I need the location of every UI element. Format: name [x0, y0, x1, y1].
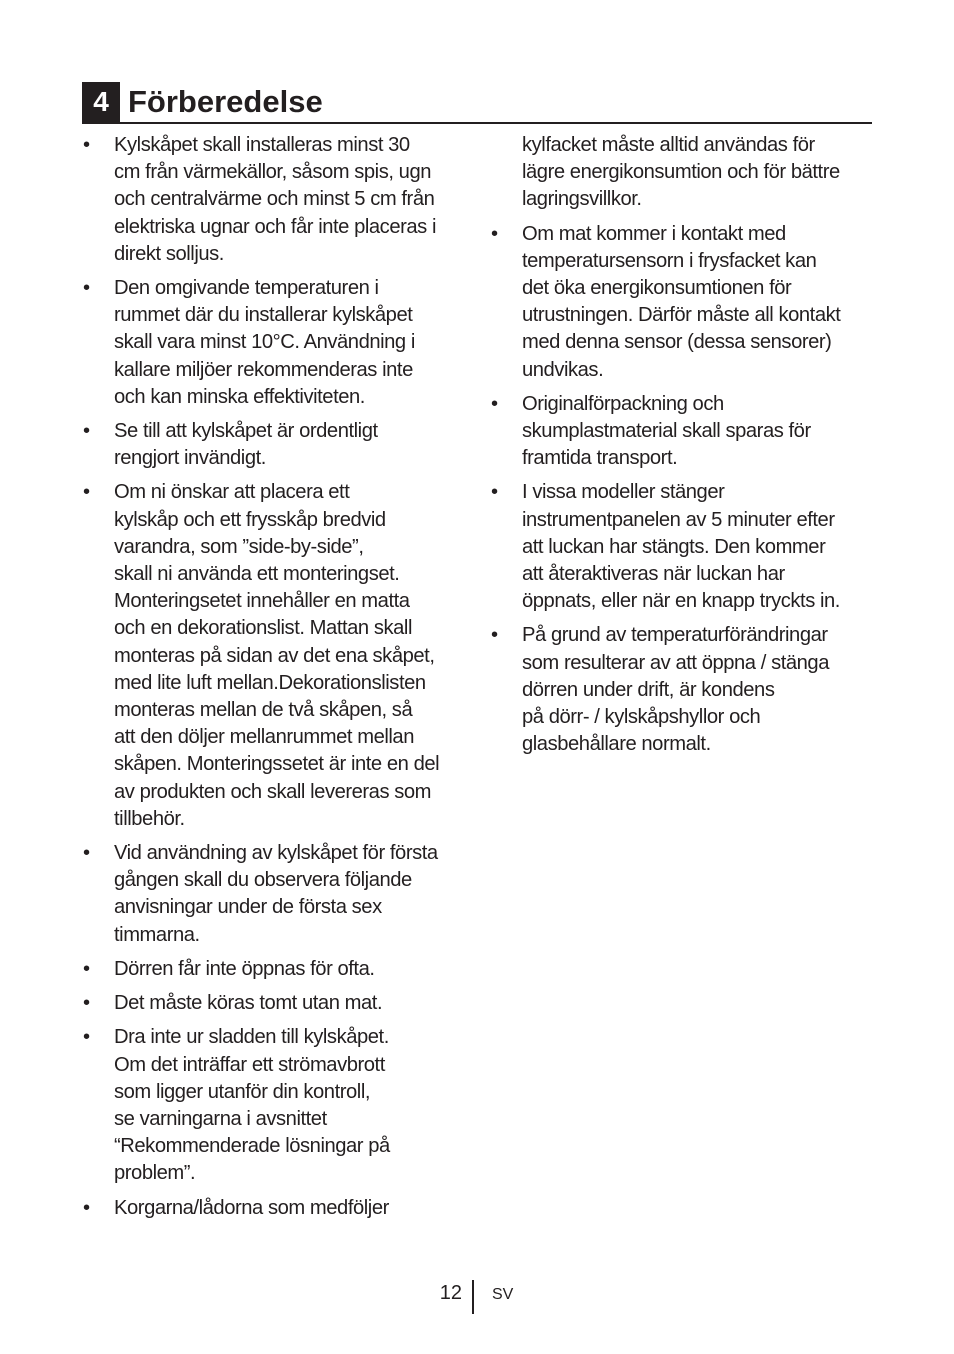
- text-line: Kylskåpet skall installeras minst 30: [114, 134, 410, 156]
- bullet-item: [82, 479, 472, 833]
- text-line: undvikas.: [522, 358, 604, 381]
- text-line: att återaktiveras när luckan har: [522, 563, 785, 586]
- text-line: “Rekommenderade lösningar på: [114, 1135, 390, 1158]
- bullet-item: [490, 391, 880, 473]
- text-line: med denna sensor (dessa sensorer): [522, 331, 832, 354]
- text-line: Dörren får inte öppnas för ofta.: [114, 957, 375, 980]
- bullet-item: [82, 418, 472, 472]
- text-line: kylfacket måste alltid användas för: [522, 134, 815, 156]
- text-line: rummet där du installerar kylskåpet: [114, 304, 413, 327]
- text-line: monteras på sidan av det ena skåpet,: [114, 644, 435, 667]
- text-line: Om mat kommer i kontakt med: [522, 222, 786, 245]
- text-line: som ligger utanför din kontroll,: [114, 1080, 371, 1103]
- bullet-marker: •: [83, 277, 90, 300]
- text-line: Om det inträffar ett strömavbrott: [114, 1053, 385, 1076]
- text-line: temperatursensorn i frysfacket kan: [522, 249, 817, 272]
- text-line: Dra inte ur sladden till kylskåpet.: [114, 1026, 389, 1049]
- text-line: Det måste köras tomt utan mat.: [114, 992, 383, 1015]
- text-line: skall ni använda ett monteringset.: [114, 563, 400, 586]
- text-line: Vid användning av kylskåpet för första: [114, 842, 438, 865]
- text-line: skall vara minst 10°C. Användning i: [114, 331, 415, 354]
- text-line: tillbehör.: [114, 807, 185, 830]
- text-line: monteras mellan de två skåpen, så: [114, 699, 413, 722]
- bullet-item: [82, 1195, 472, 1222]
- text-line: lagringsvillkor.: [522, 188, 642, 211]
- bullet-marker: •: [83, 134, 90, 156]
- bullet-marker: •: [83, 957, 90, 980]
- section-number: 4: [82, 82, 120, 122]
- text-line: timmarna.: [114, 923, 200, 946]
- text-line: det öka energikonsumtionen för: [522, 277, 792, 300]
- text-line: Korgarna/lådorna som medföljer: [114, 1196, 389, 1219]
- text-line: att luckan har stängts. Den kommer: [522, 535, 826, 558]
- text-line: problem”.: [114, 1162, 196, 1185]
- bullet-marker: •: [83, 992, 90, 1015]
- bullet-item: [490, 479, 880, 615]
- text-line: öppnats, eller när en knapp tryckts in.: [522, 590, 840, 613]
- text-line: lägre energikonsumtion och för bättre: [522, 161, 840, 184]
- text-line: dörren under drift, är kondens: [522, 678, 775, 701]
- text-line: kallare miljöer rekommenderas inte: [114, 358, 413, 381]
- bullet-marker: •: [83, 481, 90, 504]
- text-line: anvisningar under de första sex: [114, 896, 382, 919]
- text-line: cm från värmekällor, såsom spis, ugn: [114, 161, 432, 184]
- text-line: elektriska ugnar och får inte placeras i: [114, 215, 436, 238]
- text-line: skåpen. Monteringssetet är inte en del: [114, 753, 440, 776]
- text-line: varandra, som ”side-by-side”,: [114, 535, 364, 558]
- text-line: och en dekorationslist. Mattan skall: [114, 617, 412, 640]
- text-line: skumplastmaterial skall sparas för: [522, 420, 811, 443]
- text-line: Om ni önskar att placera ett: [114, 481, 350, 504]
- bullet-item: [82, 840, 472, 949]
- text-line: instrumentpanelen av 5 minuter efter: [522, 508, 835, 531]
- bullet-item: [82, 1024, 472, 1187]
- text-line: framtida transport.: [522, 447, 678, 470]
- bullet-item: [82, 132, 472, 268]
- text-line: rengjort invändigt.: [114, 447, 266, 470]
- bullet-item: [82, 956, 472, 983]
- language-code: SV: [492, 1286, 514, 1303]
- bullet-marker: •: [491, 392, 498, 415]
- page-footer: [0, 1280, 954, 1316]
- text-line: utrustningen. Därför måste all kontakt: [522, 304, 841, 327]
- bullet-marker: •: [83, 1026, 90, 1049]
- continued-paragraph: [490, 132, 880, 214]
- text-line: och kan minska effektiviteten.: [114, 385, 365, 408]
- left-column: [82, 132, 472, 1229]
- text-line: gången skall du observera följande: [114, 869, 412, 892]
- bullet-item: [490, 221, 880, 384]
- text-line: se varningarna i avsnittet: [114, 1107, 327, 1130]
- text-line: Originalförpackning och: [522, 392, 724, 415]
- page-number: 12: [439, 1282, 462, 1304]
- text-line: Se till att kylskåpet är ordentligt: [114, 420, 378, 443]
- bullet-marker: •: [83, 420, 90, 443]
- text-line: kylskåp och ett frysskåp bredvid: [114, 508, 386, 531]
- bullet-item: [490, 622, 880, 758]
- text-line: av produkten och skall levereras som: [114, 780, 432, 803]
- text-line: På grund av temperaturförändringar: [522, 624, 828, 647]
- section-title: Förberedelse: [128, 84, 323, 119]
- text-line: och centralvärme och minst 5 cm från: [114, 188, 435, 211]
- footer-divider: [472, 1280, 474, 1314]
- bullet-marker: •: [491, 222, 498, 245]
- text-line: som resulterar av att öppna / stänga: [522, 651, 829, 674]
- text-line: med lite luft mellan.Dekorationslisten: [114, 671, 426, 694]
- text-line: Den omgivande temperaturen i: [114, 277, 379, 300]
- text-line: I vissa modeller stänger: [522, 481, 725, 504]
- bullet-marker: •: [83, 842, 90, 865]
- section-header: [82, 82, 872, 124]
- text-line: glasbehållare normalt.: [522, 733, 711, 756]
- bullet-item: [82, 990, 472, 1017]
- bullet-marker: •: [83, 1196, 90, 1219]
- text-line: direkt solljus.: [114, 242, 224, 265]
- text-line: att den döljer mellanrummet mellan: [114, 726, 414, 749]
- bullet-item: [82, 275, 472, 411]
- bullet-marker: •: [491, 481, 498, 504]
- right-column: [490, 132, 880, 765]
- bullet-marker: •: [491, 624, 498, 647]
- text-line: Monteringsetet innehåller en matta: [114, 590, 410, 613]
- text-line: på dörr- / kylskåpshyllor och: [522, 706, 761, 729]
